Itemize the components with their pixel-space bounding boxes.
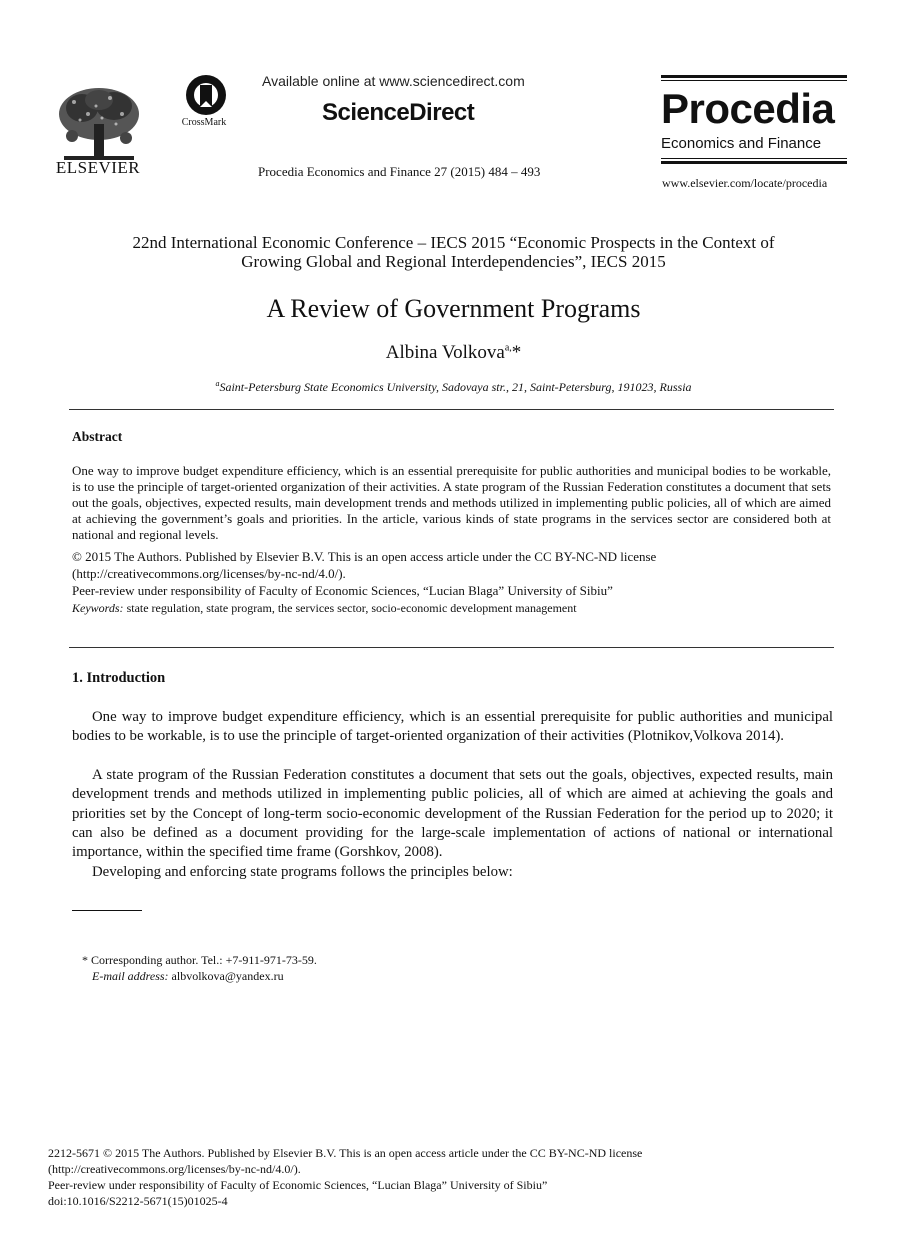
author-affiliation-marker: a,: [504, 342, 512, 354]
footnote-marker: *: [82, 953, 88, 967]
journal-brand: Procedia: [661, 85, 835, 132]
bottom-license-anchor[interactable]: (http://creativecommons.org/licenses/by-nc-nd/4.0/).: [48, 1162, 301, 1176]
keywords-line: [72, 600, 832, 617]
keywords-label: Keywords:: [72, 601, 124, 615]
author-line: [40, 342, 867, 364]
peer-review-note: Peer-review under responsibility of Faculty of Economic Sciences, “Lucian Blaga” University of Sibiu”: [72, 583, 613, 598]
brand-rule-top: [661, 75, 847, 78]
journal-subtitle: Economics and Finance: [661, 135, 822, 152]
copyright-text: © 2015 The Authors. Published by Elsevier B.V. This is an open access article under the CC BY-NC-ND license: [72, 549, 657, 564]
journal-reference: Procedia Economics and Finance 27 (2015) 484 – 493: [258, 164, 541, 179]
copyright-block: [72, 548, 832, 582]
divider-bottom: [69, 647, 834, 648]
abstract-body: One way to improve budget expenditure efficiency, which is an essential prerequisite for public authorities and municipal bodies to be workable, is to use the principle of target-oriented organization of their activities. A state program of the Russian Federation constitutes a document that sets out the goals, objectives, expected results, main development trends and methods utilized in implementing public policies, all of which are aimed at achieving the government’s goals and priorities. In the article, various kinds of state programs in the services sector are considered both at national and regional levels.: [72, 463, 831, 543]
keywords-list: state regulation, state program, the services sector, socio-economic development management: [126, 601, 577, 615]
email-link[interactable]: albvolkova@yandex.ru: [171, 969, 284, 983]
brand-rule-bottom: [661, 161, 847, 164]
intro-paragraph-2: A state program of the Russian Federation constitutes a document that sets out the goals, objectives, expected results, main development trends and methods utilized in implementing public policies, all of which are aimed at achieving the goals and priorities set by the Concept of long-term socio-economic development of the Russian Federation for the period up to 2020; it can also be defined as a document providing for the large-scale implementation of actions of national or international importance, within the specified time frame (Gorshkov, 2008).: [72, 767, 833, 861]
crossmark-label: CrossMark: [181, 117, 227, 128]
conference-name: [40, 233, 867, 271]
brand-rule-bottom-thin: [661, 158, 847, 159]
intro-paragraph-1: One way to improve budget expenditure efficiency, which is an essential prerequisite for public authorities and municipal bodies to be workable, is to use the principle of target-oriented organization of their activities (Plotnikov,Volkova 2014).: [72, 709, 833, 745]
author-corresponding-marker: *: [511, 342, 522, 363]
footnote-divider: [72, 910, 142, 911]
bottom-license-link: [48, 1161, 301, 1177]
affiliation: [40, 379, 867, 395]
affiliation-text: Saint-Petersburg State Economics University, Sadovaya str., 21, Saint-Petersburg, 191023, Russia: [219, 380, 692, 394]
author-name: Albina Volkova: [385, 342, 505, 363]
available-online-text: Available online at www.sciencedirect.com: [262, 73, 525, 89]
conference-line-2: Growing Global and Regional Interdependencies”, IECS 2015: [241, 252, 666, 271]
footnote-corresponding-text: Corresponding author. Tel.: +7-911-971-73-59.: [91, 953, 317, 967]
paper-title: A Review of Government Programs: [266, 294, 641, 323]
journal-brand-block: [661, 75, 847, 164]
divider-top: [69, 409, 834, 410]
abstract-heading: Abstract: [72, 429, 123, 444]
intro-paragraph-3: Developing and enforcing state programs follows the principles below:: [92, 864, 513, 880]
footnote-email: [92, 968, 284, 984]
bottom-peer-review: Peer-review under responsibility of Faculty of Economic Sciences, “Lucian Blaga” University of Sibiu”: [48, 1178, 548, 1192]
affiliation-marker: a: [215, 379, 220, 388]
footnote-corresponding: [82, 952, 317, 968]
platform-name[interactable]: ScienceDirect: [322, 99, 475, 126]
doi[interactable]: doi:10.1016/S2212-5671(15)01025-4: [48, 1194, 228, 1208]
conference-line-1: 22nd International Economic Conference – IECS 2015 “Economic Prospects in the Context of: [132, 233, 775, 252]
journal-url[interactable]: www.elsevier.com/locate/procedia: [662, 176, 828, 190]
license-link[interactable]: (http://creativecommons.org/licenses/by-nc-nd/4.0/).: [72, 566, 346, 581]
bottom-copyright: 2212-5671 © 2015 The Authors. Published by Elsevier B.V. This is an open access article under the CC BY-NC-ND license: [48, 1146, 643, 1160]
publisher-name: ELSEVIER: [55, 158, 141, 177]
introduction-heading: 1. Introduction: [72, 670, 166, 686]
brand-rule-top-thin: [661, 80, 847, 81]
email-label: E-mail address:: [92, 969, 169, 983]
